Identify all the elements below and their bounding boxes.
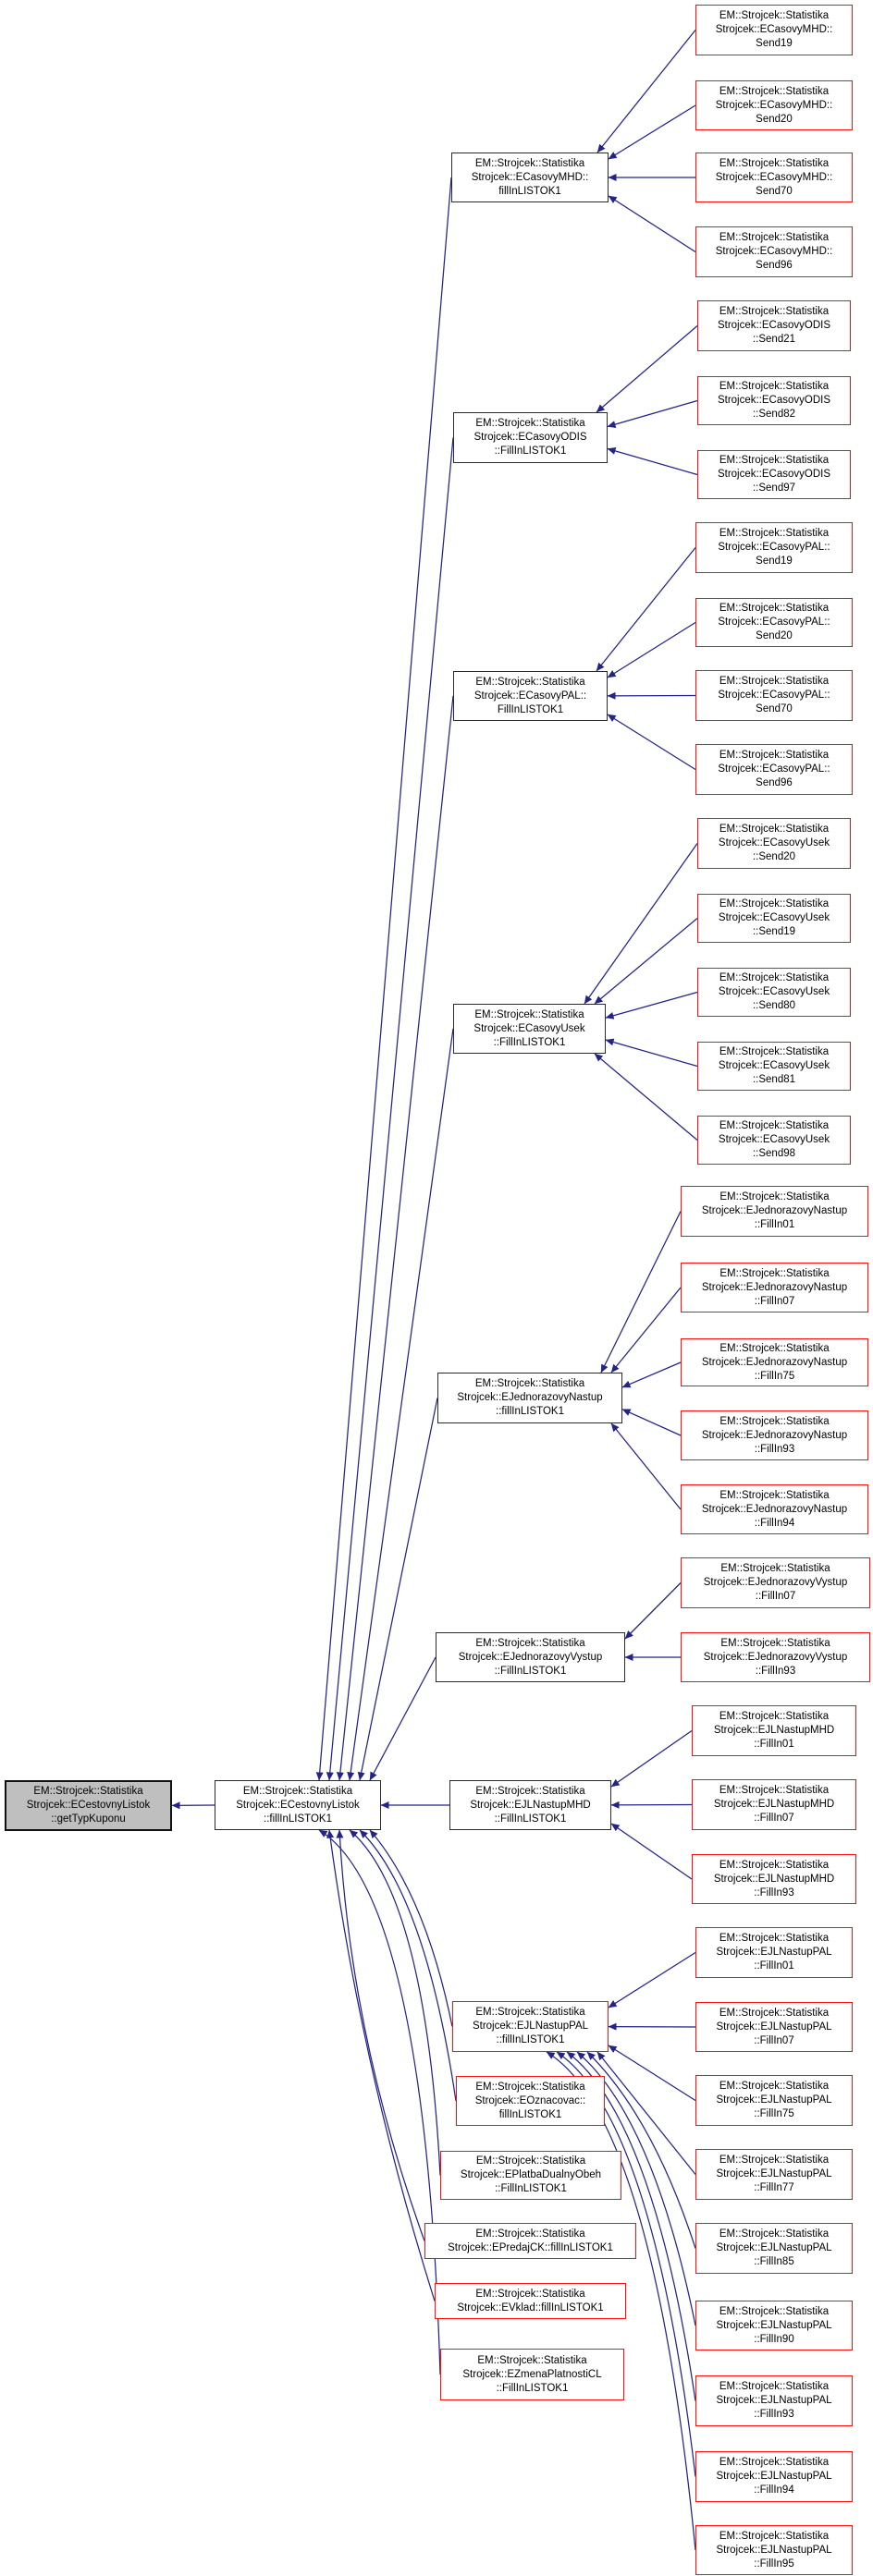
- node-label-line: ::FillIn93: [754, 1886, 794, 1898]
- node-label-line: Strojcek::ECasovyMHD::: [471, 171, 589, 183]
- node-label-line: ::FillIn85: [754, 2256, 794, 2267]
- node-label-line: EM::Strojcek::Statistika: [475, 418, 585, 429]
- node-label-line: EM::Strojcek::Statistika: [719, 898, 830, 910]
- node-label-line: EM::Strojcek::Statistika: [719, 85, 830, 97]
- node-label-line: EM::Strojcek::Statistika: [477, 2354, 587, 2366]
- call-edge: [329, 438, 453, 1781]
- node-label-line: EM::Strojcek::Statistika: [719, 824, 830, 835]
- node-label-line: EM::Strojcek::Statistika: [33, 1786, 143, 1797]
- call-edge: [595, 919, 697, 1005]
- graph-node-jlpalFillIn93[interactable]: [695, 2375, 853, 2426]
- node-label-line: Strojcek::ECasovyMHD::: [715, 99, 833, 111]
- graph-node-ejnFillIn75[interactable]: [681, 1338, 868, 1386]
- node-label-line: FillInLISTOK1: [497, 703, 564, 715]
- node-label-line: Strojcek::EJednorazovyVystup: [458, 1651, 603, 1663]
- node-label-line: ::FillInLISTOK1: [493, 1036, 566, 1048]
- graph-node-usekFill[interactable]: [453, 1004, 606, 1054]
- node-label-line: Strojcek::ECasovyUsek: [718, 986, 830, 997]
- call-edge: [360, 1830, 456, 2101]
- call-edge: [608, 401, 697, 427]
- node-label-line: ::FillIn93: [755, 1665, 796, 1677]
- graph-node-ejvFillIn93[interactable]: [681, 1632, 870, 1682]
- node-label-line: ::FillIn07: [754, 2034, 794, 2046]
- call-edge: [622, 1410, 681, 1435]
- node-label-line: Strojcek::EJLNastupPAL: [716, 2242, 832, 2253]
- node-label-line: ::Send21: [752, 334, 796, 345]
- node-label-line: Strojcek::ECasovyPAL::: [718, 542, 830, 553]
- node-label-line: Strojcek::EPlatbaDualnyObeh: [460, 2169, 602, 2180]
- node-label-line: Strojcek::ECasovyUsek: [718, 912, 830, 923]
- graph-node-jlpalFill[interactable]: [452, 2001, 609, 2052]
- graph-node-jlpalFillIn07[interactable]: [695, 2002, 853, 2052]
- node-label-line: Strojcek::EJednorazovyVystup: [703, 1651, 848, 1663]
- call-edge: [608, 449, 697, 475]
- node-label-line: fillInLISTOK1: [498, 185, 561, 197]
- node-label-line: EM::Strojcek::Statistika: [719, 1711, 830, 1722]
- node-label-line: Strojcek::ECasovyODIS: [717, 395, 831, 406]
- node-label-line: ::Send82: [752, 409, 796, 420]
- node-label-line: EM::Strojcek::Statistika: [719, 1120, 830, 1131]
- graph-node-jlmhdFill[interactable]: [449, 1780, 611, 1830]
- node-label-line: Strojcek::EJednorazovyNastup: [701, 1281, 848, 1293]
- node-label-line: Strojcek::ECasovyMHD::: [715, 24, 833, 35]
- node-label-line: ::Send98: [752, 1148, 796, 1159]
- node-label-line: EM::Strojcek::Statistika: [719, 2007, 830, 2019]
- graph-node-ejnFillIn01[interactable]: [681, 1186, 868, 1237]
- call-edge: [339, 1830, 424, 2241]
- graph-node-mhdSend96[interactable]: [695, 226, 853, 277]
- node-label-line: Strojcek::EVklad::fillInLISTOK1: [457, 2301, 604, 2314]
- graph-node-getTyp[interactable]: [5, 1780, 172, 1831]
- node-label-line: ::FillInLISTOK1: [495, 2183, 567, 2194]
- node-label-line: ::fillInLISTOK1: [264, 1813, 332, 1825]
- node-label-line: ::FillIn94: [754, 2484, 794, 2496]
- call-edge: [609, 1953, 695, 2008]
- call-edge: [606, 1040, 697, 1066]
- call-edge: [370, 1657, 436, 1780]
- node-label-line: Strojcek::ECasovyODIS: [717, 469, 831, 480]
- node-label-line: ::FillIn01: [754, 1219, 795, 1230]
- graph-node-ejvFill[interactable]: [436, 1632, 625, 1682]
- graph-node-jlpalFillIn01[interactable]: [695, 1927, 853, 1978]
- call-edge: [606, 993, 697, 1019]
- call-edge: [611, 1423, 681, 1509]
- graph-node-clFill[interactable]: [215, 1780, 381, 1830]
- node-label-line: ::FillIn95: [754, 2558, 794, 2570]
- node-label-line: Strojcek::ECasovyMHD::: [715, 171, 833, 183]
- node-label-line: Send20: [756, 630, 793, 641]
- node-label-line: Strojcek::EJLNastupMHD: [713, 1799, 835, 1810]
- call-edge: [595, 1054, 697, 1141]
- graph-node-ejnFill[interactable]: [437, 1373, 622, 1423]
- node-label-line: ::fillInLISTOK1: [496, 1406, 564, 1417]
- node-label-line: EM::Strojcek::Statistika: [719, 1489, 830, 1501]
- graph-node-jlmhdFillIn93[interactable]: [692, 1854, 856, 1904]
- node-label-line: EM::Strojcek::Statistika: [475, 2155, 586, 2167]
- node-label-line: Strojcek::EJLNastupPAL: [716, 2168, 832, 2179]
- call-edge: [601, 1212, 681, 1373]
- node-label-line: Strojcek::ECasovyUsek: [473, 1022, 585, 1034]
- node-label-line: EM::Strojcek::Statistika: [720, 1637, 830, 1649]
- node-label-line: EM::Strojcek::Statistika: [475, 2228, 585, 2240]
- call-edge: [609, 196, 695, 252]
- node-label-line: ::FillInLISTOK1: [494, 1813, 567, 1825]
- node-label-line: ::Send81: [752, 1074, 796, 1085]
- graph-node-mhdSend19[interactable]: [695, 5, 853, 55]
- node-label-line: EM::Strojcek::Statistika: [719, 306, 830, 317]
- node-label-line: Send19: [756, 555, 793, 567]
- node-label-line: fillInLISTOK1: [498, 2108, 562, 2120]
- node-label-line: EM::Strojcek::Statistika: [475, 2007, 585, 2018]
- node-label-line: EM::Strojcek::Statistika: [720, 1563, 830, 1574]
- node-label-line: ::FillIn90: [754, 2333, 794, 2345]
- node-label-line: EM::Strojcek::Statistika: [719, 2305, 830, 2317]
- call-edge: [360, 1398, 437, 1781]
- node-label-line: Strojcek::ECasovyUsek: [718, 1134, 830, 1145]
- node-label-line: EM::Strojcek::Statistika: [719, 528, 830, 539]
- node-label-line: EM::Strojcek::Statistika: [719, 603, 830, 614]
- node-label-line: EM::Strojcek::Statistika: [719, 2381, 830, 2392]
- node-label-line: Strojcek::ECestovnyListok: [26, 1800, 151, 1811]
- node-label-line: ::FillIn07: [755, 1591, 796, 1602]
- graph-node-jlpalFillIn77[interactable]: [695, 2149, 853, 2200]
- node-label-line: EM::Strojcek::Statistika: [719, 2457, 830, 2468]
- node-label-line: EM::Strojcek::Statistika: [474, 1378, 585, 1389]
- call-edge: [597, 31, 695, 153]
- graph-node-palFill[interactable]: [453, 671, 608, 721]
- graph-node-odisSend97[interactable]: [697, 450, 851, 499]
- graph-node-jlpalFillIn75[interactable]: [695, 2075, 853, 2126]
- call-edge: [611, 1824, 692, 1879]
- node-label-line: EM::Strojcek::Statistika: [719, 232, 830, 243]
- node-label-line: EM::Strojcek::Statistika: [719, 157, 830, 169]
- graph-node-odisSend21[interactable]: [697, 300, 851, 351]
- node-label-line: ::FillInLISTOK1: [494, 446, 567, 457]
- node-label-line: Strojcek::EZmenaPlatnostiCL: [462, 2368, 602, 2380]
- node-label-line: Send70: [756, 185, 793, 197]
- node-label-line: ::Send19: [752, 926, 796, 937]
- node-label-line: EM::Strojcek::Statistika: [719, 10, 830, 21]
- node-label-line: ::fillInLISTOK1: [496, 2034, 565, 2045]
- graph-node-oznFill[interactable]: [456, 2076, 605, 2126]
- node-label-line: Strojcek::EJLNastupPAL: [716, 1947, 832, 1958]
- node-label-line: Strojcek::EJLNastupPAL: [716, 2395, 832, 2406]
- node-label-line: EM::Strojcek::Statistika: [475, 1785, 585, 1797]
- graph-node-palSend96[interactable]: [695, 744, 853, 795]
- node-label-line: Strojcek::EJednorazovyNastup: [701, 1503, 848, 1515]
- call-edge: [584, 844, 697, 1005]
- call-edge: [625, 1583, 681, 1640]
- node-label-line: ::FillIn94: [754, 1517, 795, 1529]
- graph-node-ejvFillIn07[interactable]: [681, 1557, 870, 1608]
- node-label-line: EM::Strojcek::Statistika: [719, 2228, 830, 2240]
- node-label-line: Strojcek::ECasovyMHD::: [715, 246, 833, 257]
- node-label-line: Strojcek::EJLNastupPAL: [716, 2544, 832, 2556]
- node-label-line: Strojcek::ECasovyUsek: [718, 837, 830, 848]
- node-label-line: EM::Strojcek::Statistika: [719, 1859, 830, 1871]
- call-edge: [370, 1830, 452, 2027]
- node-label-line: Strojcek::ECasovyUsek: [718, 1060, 830, 1071]
- call-edge: [596, 548, 695, 672]
- node-label-line: ::FillIn93: [754, 2409, 794, 2420]
- node-label-line: EM::Strojcek::Statistika: [719, 455, 830, 466]
- node-label-line: EM::Strojcek::Statistika: [474, 1008, 584, 1020]
- graph-node-jlmhdFillIn07[interactable]: [692, 1779, 856, 1830]
- node-label-line: Send20: [756, 113, 793, 125]
- node-label-line: ::FillIn75: [754, 2108, 794, 2119]
- node-label-line: Strojcek::EJLNastupPAL: [716, 2021, 832, 2033]
- node-label-line: Strojcek::EJednorazovyNastup: [701, 1356, 848, 1368]
- call-edge: [608, 714, 695, 770]
- graph-node-jlpalFillIn85[interactable]: [695, 2223, 853, 2274]
- graph-node-palSend19[interactable]: [695, 522, 853, 573]
- node-label-line: Strojcek::ECasovyODIS: [473, 432, 587, 443]
- node-label-line: Strojcek::EJLNastupMHD: [470, 1799, 591, 1811]
- node-label-line: Strojcek::ECasovyPAL::: [718, 690, 830, 701]
- node-label-line: Strojcek::EJednorazovyNastup: [701, 1205, 848, 1216]
- graph-node-predajFill[interactable]: [424, 2223, 636, 2259]
- node-label-line: ::FillIn01: [754, 1739, 794, 1750]
- node-label-line: ::getTypKuponu: [51, 1813, 126, 1825]
- node-label-line: EM::Strojcek::Statistika: [719, 1267, 830, 1279]
- node-label-line: Send96: [756, 777, 793, 788]
- node-label-line: EM::Strojcek::Statistika: [242, 1785, 353, 1797]
- graph-node-mhdSend20[interactable]: [695, 80, 853, 130]
- graph-node-usekSend19[interactable]: [697, 894, 851, 943]
- graph-node-mhdFill[interactable]: [451, 153, 609, 202]
- node-label-line: ::FillInLISTOK1: [494, 1665, 567, 1677]
- node-label-line: EM::Strojcek::Statistika: [719, 1191, 830, 1203]
- node-label-line: EM::Strojcek::Statistika: [474, 157, 585, 169]
- call-edge: [596, 326, 697, 413]
- node-label-line: ::FillIn77: [754, 2182, 794, 2193]
- node-label-line: ::FillIn07: [754, 1813, 794, 1824]
- graph-node-ejnFillIn94[interactable]: [681, 1484, 868, 1534]
- node-label-line: EM::Strojcek::Statistika: [719, 2530, 830, 2542]
- node-label-line: Strojcek::EOznacovac::: [474, 2094, 586, 2106]
- node-label-line: Strojcek::EJednorazovyVystup: [703, 1577, 848, 1588]
- graph-node-usekSend80[interactable]: [697, 968, 851, 1017]
- node-label-line: Strojcek::EJLNastupPAL: [472, 2021, 589, 2032]
- node-label-line: EM::Strojcek::Statistika: [475, 1637, 585, 1649]
- node-label-line: Send19: [756, 38, 793, 49]
- graph-node-zmenaFill[interactable]: [440, 2349, 624, 2400]
- node-label-line: EM::Strojcek::Statistika: [475, 2081, 585, 2093]
- graph-node-ejnFillIn93[interactable]: [681, 1410, 868, 1460]
- node-label-line: Strojcek::ECasovyODIS: [717, 320, 831, 331]
- graph-node-palSend70[interactable]: [695, 670, 853, 721]
- node-label-line: ::FillIn75: [754, 1370, 795, 1382]
- node-label-line: Strojcek::EJLNastupMHD: [713, 1873, 835, 1885]
- node-label-line: Send70: [756, 703, 793, 714]
- node-label-line: Strojcek::ECasovyPAL::: [718, 763, 830, 775]
- node-label-line: EM::Strojcek::Statistika: [719, 2155, 830, 2166]
- node-label-line: EM::Strojcek::Statistika: [475, 676, 585, 688]
- node-label-line: EM::Strojcek::Statistika: [719, 1046, 830, 1057]
- graph-node-mhdSend70[interactable]: [695, 153, 853, 202]
- graph-node-ejnFillIn07[interactable]: [681, 1263, 868, 1312]
- node-label-line: Strojcek::EPredajCK::fillInLISTOK1: [448, 2241, 613, 2253]
- node-label-line: EM::Strojcek::Statistika: [719, 750, 830, 761]
- node-label-line: Strojcek::EJLNastupPAL: [716, 2471, 832, 2482]
- node-label-line: ::Send20: [752, 851, 796, 862]
- node-label-line: ::Send97: [752, 482, 796, 494]
- node-label-line: Strojcek::EJednorazovyNastup: [701, 1429, 848, 1441]
- graph-node-usekSend20[interactable]: [697, 818, 851, 869]
- node-label-line: EM::Strojcek::Statistika: [719, 676, 830, 687]
- node-label-line: EM::Strojcek::Statistika: [719, 1933, 830, 1944]
- graph-node-odisFill[interactable]: [453, 412, 608, 463]
- node-label-line: EM::Strojcek::Statistika: [719, 381, 830, 392]
- call-edge: [611, 1731, 692, 1788]
- call-edge: [609, 105, 695, 159]
- graph-node-usekSend81[interactable]: [697, 1042, 851, 1091]
- node-label-line: EM::Strojcek::Statistika: [719, 1342, 830, 1354]
- node-label-line: Strojcek::EJLNastupMHD: [713, 1725, 835, 1736]
- node-label-line: EM::Strojcek::Statistika: [719, 972, 830, 983]
- call-edge: [339, 696, 453, 1780]
- node-label-line: EM::Strojcek::Statistika: [475, 2288, 585, 2300]
- node-label-line: Strojcek::EJLNastupPAL: [716, 2094, 832, 2106]
- node-label-line: ::Send80: [752, 1000, 796, 1011]
- graph-node-odisSend82[interactable]: [697, 376, 851, 425]
- node-label-line: Strojcek::EJednorazovyNastup: [457, 1392, 603, 1403]
- node-label-line: Strojcek::ECestovnyListok: [236, 1799, 360, 1811]
- graph-node-jlmhdFillIn01[interactable]: [692, 1705, 856, 1756]
- graph-node-jlpalFillIn90[interactable]: [695, 2301, 853, 2350]
- node-label-line: ::FillIn07: [754, 1295, 795, 1307]
- graph-node-jlpalFillIn95[interactable]: [695, 2525, 853, 2575]
- node-label-line: EM::Strojcek::Statistika: [719, 2081, 830, 2092]
- node-label-line: Strojcek::EJLNastupPAL: [716, 2319, 832, 2331]
- node-label-line: EM::Strojcek::Statistika: [719, 1785, 830, 1796]
- call-edge: [319, 177, 451, 1780]
- node-label-line: Send96: [756, 260, 793, 271]
- node-label-line: ::FillInLISTOK1: [496, 2382, 569, 2394]
- graph-node-jlpalFillIn94[interactable]: [695, 2451, 853, 2502]
- graph-node-platbaFill[interactable]: [440, 2151, 621, 2200]
- node-label-line: Strojcek::ECasovyPAL::: [473, 690, 587, 702]
- call-edge: [608, 623, 695, 678]
- node-label-line: ::FillIn93: [754, 1443, 795, 1455]
- node-label-line: EM::Strojcek::Statistika: [719, 1415, 830, 1427]
- node-label-line: ::FillIn01: [754, 1960, 794, 1972]
- call-edge: [622, 1362, 681, 1387]
- graph-node-palSend20[interactable]: [695, 598, 853, 647]
- graph-node-usekSend98[interactable]: [697, 1116, 851, 1165]
- node-label-line: Strojcek::ECasovyPAL::: [718, 617, 830, 628]
- graph-node-vkladFill[interactable]: [435, 2283, 626, 2319]
